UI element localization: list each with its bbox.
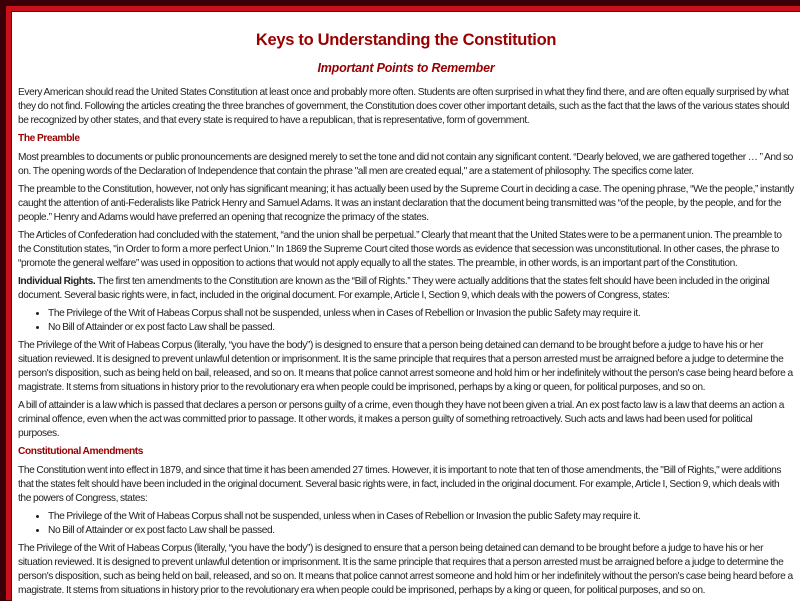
- list-item: • No Bill of Attainder or ex post facto Law shall be passed.: [48, 321, 794, 335]
- bullet-list: [18, 510, 794, 538]
- page-title: Keys to Understanding the Constitution: [255, 31, 557, 49]
- page-body: [11, 11, 800, 601]
- article: [12, 12, 800, 598]
- paragraph: The Constitution went into effect in 1879, and since that time it has been amended 27 times. However, it is important to note that ten of those amendments, the "Bill of Rights," were additions that the states felt should have been included in the original document. Several basic rights were, in fact, included in the original document. For example, Article I, Section 9, which deals with the powers of Congress, states:: [18, 465, 782, 504]
- individual-rights-lead: Individual Rights.: [18, 276, 96, 287]
- paragraph: A bill of attainder is a law which is passed that declares a person or persons guilty of a crime, even though they have not been given a trial. An ex post facto law is a law that deems an action a criminal offence, even when the act was committed prior to passage. It other words, it makes a person guilty of something retroactively. Such acts and laws had been used for political purposes.: [18, 400, 784, 439]
- list-item: • The Privilege of the Writ of Habeas Corpus shall not be suspended, unless when in Cases of Rebellion or Invasion the public Safety may require it.: [48, 307, 794, 321]
- page-subtitle: Important Points to Remember: [317, 61, 495, 75]
- section-heading-preamble: The Preamble: [18, 133, 80, 144]
- paragraph: The preamble to the Constitution, however, not only has significant meaning; it has actually been used by the Supreme Court in deciding a case. The opening phrase, “We the people,” instantly caught the attention of anti-Federalists like Patrick Henry and Samuel Adams. It was an instant declaration that the document being transmitted was “of the people, by the people, and for the people.” Henry and Adams would have preferred an opening that recognize the primacy of the states.: [18, 184, 794, 223]
- paragraph: The Privilege of the Writ of Habeas Corpus (literally, “you have the body”) is designed to ensure that a person being detained can demand to be brought before a judge to have his or her situation reviewed. It is designed to prevent unlawful detention or imprisonment. It is the same principle that requires that a person arrested must be arraigned before a judge to determine the person's disposition, such as being held on bail, released, and so on. It means that police cannot arrest someone and hold him or her indefinitely without the person's case being heard before a magistrate. It stems from situations in history prior to the revolutionary era when people could be imprisoned, perhaps by a king or queen, for political purposes, and so on.: [18, 340, 793, 393]
- paragraph: The Privilege of the Writ of Habeas Corpus (literally, “you have the body”) is designed to ensure that a person being detained can demand to be brought before a judge to have his or her situation reviewed. It is designed to prevent unlawful detention or imprisonment. It is the same principle that requires that a person arrested must be arraigned before a judge to determine the person's disposition, such as being held on bail, released, and so on. It means that police cannot arrest someone and hold him or her indefinitely without the person's case being heard before a magistrate. It stems from situations in history prior to the revolutionary era when people could be imprisoned, perhaps by a king or queen, for political purposes, and so on.: [18, 543, 793, 596]
- paragraph: Most preambles to documents or public pronouncements are designed merely to set the tone and did not contain any significant content. “Dearly beloved, we are gathered together … ” And so on. The opening words of the Declaration of Independence that contain the phrase "all men are created equal," are a statement of philosophy. The specifics come later.: [18, 152, 793, 177]
- list-item: • No Bill of Attainder or ex post facto Law shall be passed.: [48, 524, 794, 538]
- section-heading-amendments: Constitutional Amendments: [18, 446, 144, 457]
- intro-paragraph: Every American should read the United States Constitution at least once and probably more often. Students are often surprised in what they find there, and are often equally surprised by what they do not find. Following the articles creating the three branches of government, the Constitution does cover other important details, such as the fact that the laws of the various states should be recognized by other states, and that every state is required to have a republican, that is representative, form of government.: [18, 87, 790, 126]
- individual-rights-text: The first ten amendments to the Constitution are known as the “Bill of Rights.” They were actually additions that the states felt should have been included in the original document. Several basic rights were, in fact, included in the original document. For example, Article I, Section 9, which deals with the powers of Congress, states:: [18, 276, 770, 301]
- bullet-list: [18, 307, 794, 335]
- paragraph: The Articles of Confederation had concluded with the statement, “and the union shall be perpetual.” Clearly that meant that the United States were to be a permanent union. The preamble to the Constitution states, "in Order to form a more perfect Union." In 1869 the Supreme Court cited those words as evidence that secession was unconstitutional. In other cases, the phrase to “promote the general welfare” was used in opposition to actions that would not apply equally to all the states. The preamble, in other words, is an important part of the Constitution.: [18, 230, 782, 269]
- list-item: • The Privilege of the Writ of Habeas Corpus shall not be suspended, unless when in Cases of Rebellion or Invasion the public Safety may require it.: [48, 510, 794, 524]
- individual-rights-paragraph: [18, 275, 794, 303]
